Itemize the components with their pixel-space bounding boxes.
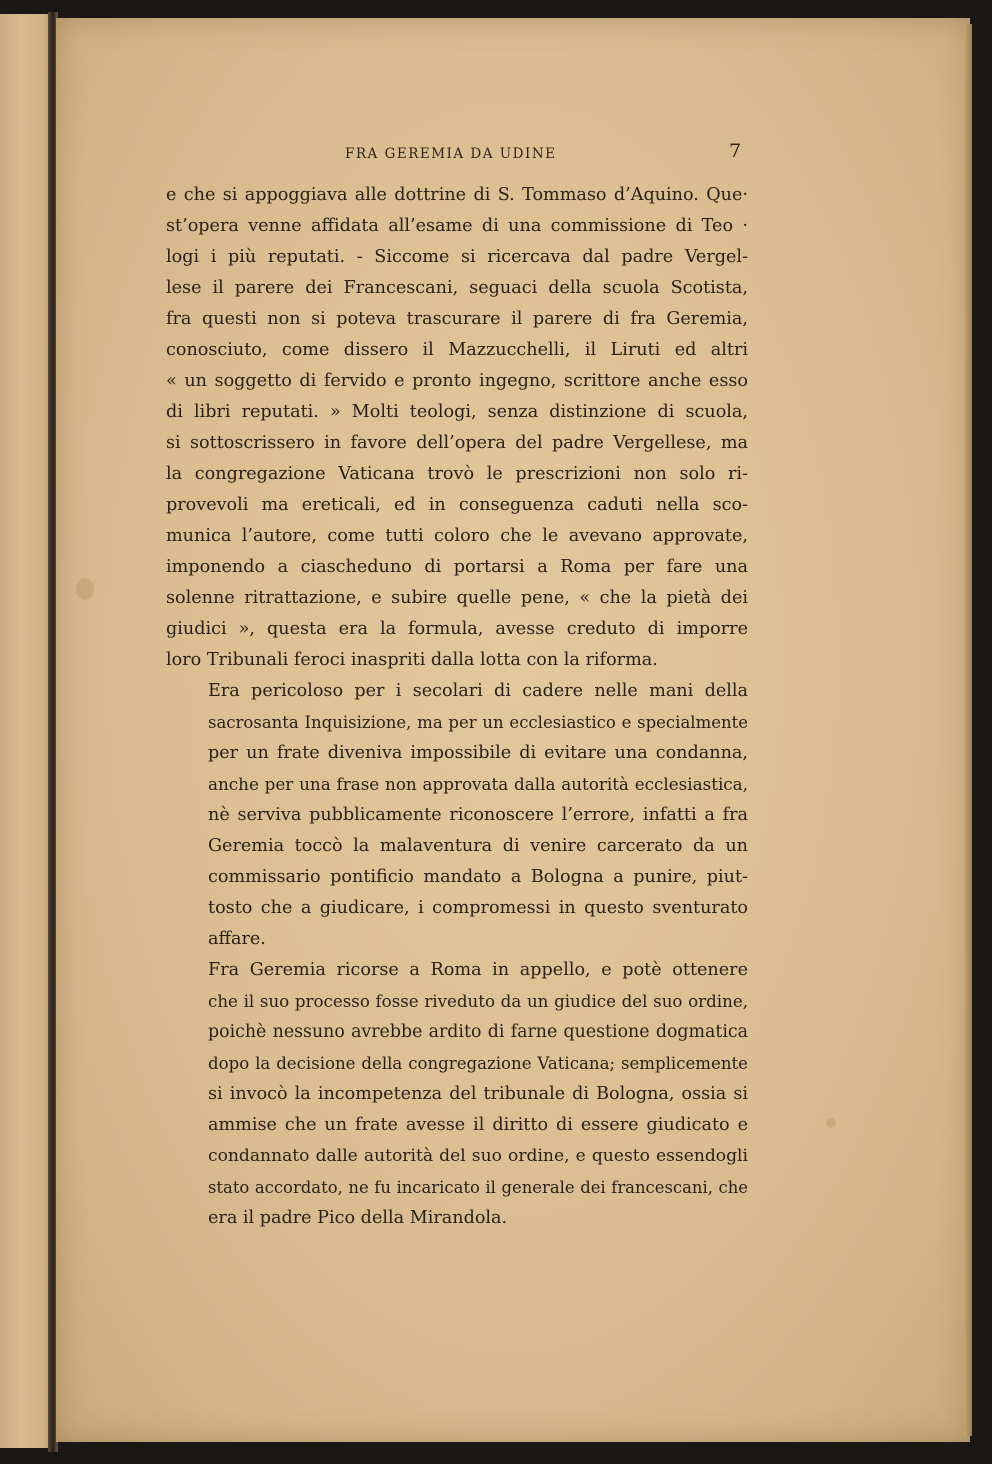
paragraph-2 [166, 676, 748, 955]
text-line: sacrosanta Inquisizione, ma per un ecclesiastico e specialmente [208, 713, 748, 732]
text-line: Era pericoloso per i secolari di cadere nelle mani della [208, 681, 748, 701]
text-line: tosto che a giudicare, i compromessi in questo sventurato [208, 898, 748, 918]
text-line: affare. [208, 929, 266, 949]
page-number: 7 [729, 140, 742, 162]
paper-stain [76, 578, 94, 600]
text-line: « un soggetto di fervido e pronto ingegno, scrittore anche esso [166, 371, 748, 391]
right-page-edge [964, 24, 972, 1436]
text-line: conosciuto, come dissero il Mazzucchelli, il Liruti ed altri [166, 340, 748, 360]
text-line: st’opera venne affidata all’esame di una commissione di Teo · [166, 216, 748, 236]
text-line: era il padre Pico della Mirandola. [208, 1208, 508, 1228]
text-line: la congregazione Vaticana trovò le prescrizioni non solo ri- [166, 464, 748, 484]
text-line: di libri reputati. » Molti teologi, senza distinzione di scuola, [166, 402, 748, 422]
text-line: stato accordato, ne fu incaricato il generale dei francescani, che [208, 1178, 748, 1197]
text-line: Fra Geremia ricorse a Roma in appello, e potè ottenere [208, 960, 748, 980]
running-head: FRA GEREMIA DA UDINE [345, 146, 557, 162]
paper-stain [826, 1118, 836, 1128]
text-line: per un frate diveniva impossibile di evitare una condanna, [208, 743, 748, 763]
text-line: logi i più reputati. - Siccome si ricercava dal padre Vergel- [166, 247, 748, 267]
text-line: anche per una frase non approvata dalla autorità ecclesiastica, [208, 774, 748, 794]
text-line: poichè nessuno avrebbe ardito di farne questione dogmatica [208, 1022, 748, 1042]
text-line: solenne ritrattazione, e subire quelle pene, « che la pietà dei [166, 588, 748, 608]
text-line: e che si appoggiava alle dottrine di S. Tommaso d’Aquino. Que· [166, 185, 748, 205]
text-line: munica l’autore, come tutti coloro che le avevano approvate, [166, 526, 748, 546]
text-line: condannato dalle autorità del suo ordine, e questo essendogli [208, 1146, 748, 1166]
text-line: loro Tribunali feroci inaspriti dalla lotta con la riforma. [166, 650, 658, 670]
text-line: Geremia toccò la malaventura di venire carcerato da un [208, 836, 748, 856]
text-line: lese il parere dei Francescani, seguaci della scuola Scotista, [166, 278, 748, 298]
text-line: imponendo a ciascheduno di portarsi a Roma per fare una [166, 557, 748, 577]
text-line: nè serviva pubblicamente riconoscere l’errore, infatti a fra [208, 805, 748, 825]
left-page-edge [0, 14, 52, 1448]
body-text [166, 180, 748, 1234]
text-line: commissario pontificio mandato a Bologna a punire, piut- [208, 867, 748, 887]
text-line: ammise che un frate avesse il diritto di essere giudicato e [208, 1115, 748, 1135]
text-line: provevoli ma ereticali, ed in conseguenza caduti nella sco- [166, 495, 748, 515]
text-line: dopo la decisione della congregazione Vaticana; semplicemente [208, 1054, 748, 1073]
paragraph-1 [166, 180, 748, 676]
text-line: si invocò la incompetenza del tribunale di Bologna, ossia si [208, 1084, 748, 1104]
text-line: che il suo processo fosse riveduto da un giudice del suo ordine, [208, 992, 748, 1011]
paragraph-3 [166, 955, 748, 1234]
text-line: fra questi non si poteva trascurare il parere di fra Geremia, [166, 309, 748, 329]
text-line: giudici », questa era la formula, avesse creduto di imporre [166, 619, 748, 639]
text-line: si sottoscrissero in favore dell’opera del padre Vergellese, ma [166, 433, 748, 453]
